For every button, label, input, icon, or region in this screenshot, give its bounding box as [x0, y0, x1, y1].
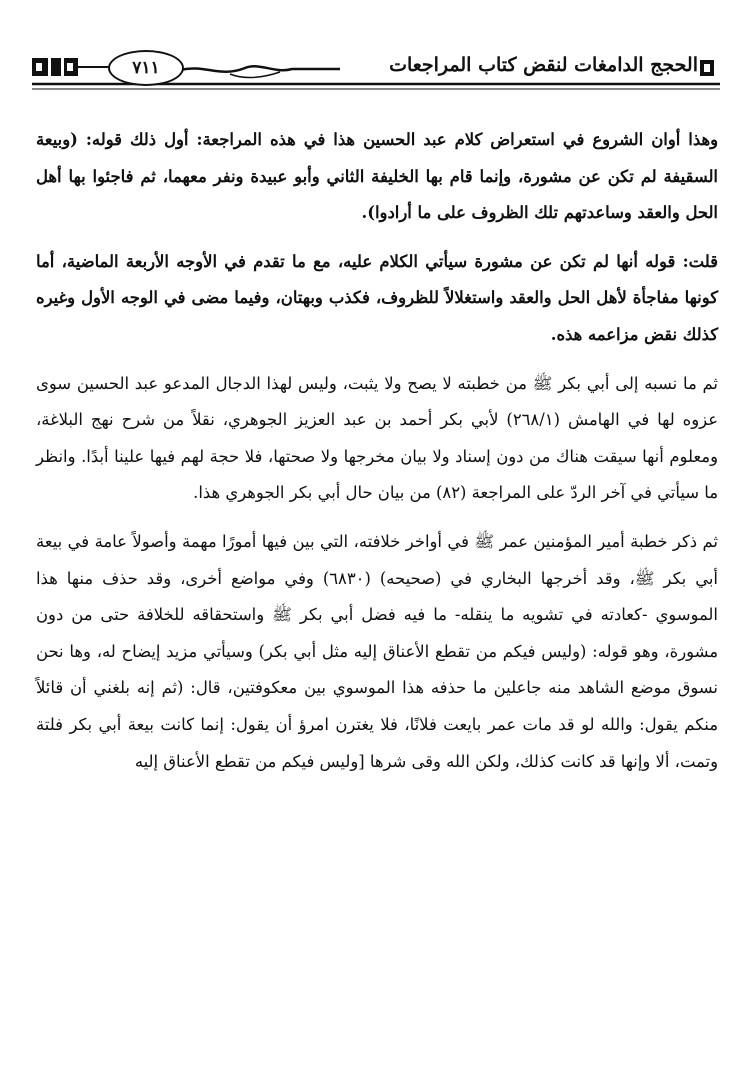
paragraph-2: قلت: قوله أنها لم تكن عن مشورة سيأتي الكلام عليه، مع ما تقدم في الأوجه الأربعة الماضية، أما كونها مفاجأة لأهل الحل والعقد واستغلالاً للظروف، فكذب وبهتان، وفيما مضى في الوجه الأول وغيره كذلك نقض مزاعمه هذه. [36, 251, 718, 344]
book-title: الحجج الدامغات لنقض كتاب المراجعات [389, 54, 698, 76]
page-body [36, 122, 718, 792]
paragraph-4: ثم ذكر خطبة أمير المؤمنين عمر ﷺ في أواخر خلافته، التي بين فيها أمورًا مهمة وأصولاً عامة في بيعة أبي بكر ﷺ، وقد أخرجها البخاري في (صحيحه) (٦٨٣٠) وفي مواضع أخرى، وقد حذف منها هذا الموسوي -كعادته في تشويه ما ينقله- ما فيه فضل أبي بكر ﷺ واستحقاقه للخلافة حتى من دون مشورة، وهو قوله: (وليس فيكم من تقطع الأعناق إليه مثل أبي بكر) وسيأتي مزيد إيضاح له، وها نحن نسوق موضع الشاهد منه جاعلين ما حذفه هذا الموسوي بين معكوفتين، قال: (ثم إنه بلغني أن قائلاً منكم يقول: والله لو قد مات عمر بايعت فلانًا، فلا يغترن امرؤ أن يقول: إنما كانت بيعة أبي بكر فلتة وتمت، ألا وإنها قد كانت كذلك، ولكن الله وقى شرها [وليس فيكم من تقطع الأعناق إليه [36, 531, 718, 771]
page-number: ٧١١ [108, 50, 184, 86]
page-header [30, 44, 722, 92]
paragraph-1: وهذا أوان الشروع في استعراض كلام عبد الحسين هذا في هذه المراجعة: أول ذلك قوله: (وبيعة السقيفة لم تكن عن مشورة، وإنما قام بها الخليفة الثاني وأبو عبيدة ونفر معهما، ثم فاجئوا بها أهل الحل والعقد وساعدتهم تلك الظروف على ما أرادوا). [36, 130, 718, 223]
paragraph-3: ثم ما نسبه إلى أبي بكر ﷺ من خطبته لا يصح ولا يثبت، وليس لهذا الدجال المدعو عبد الحسين سوى عزوه لها في الهامش (٢٦٨/١) لأبي بكر أحمد بن عبد العزيز الجوهري، نقلاً من شرح نهج البلاغة، ومعلوم أنها سيقت هناك من دون إسناد ولا بيان مخرجها ولا صحتها، فلا حجة لهم فيها علينا أبدًا. وانظر ما سيأتي في آخر الردّ على المراجعة (٨٢) من بيان حال أبي بكر الجوهري هذا. [36, 373, 719, 503]
